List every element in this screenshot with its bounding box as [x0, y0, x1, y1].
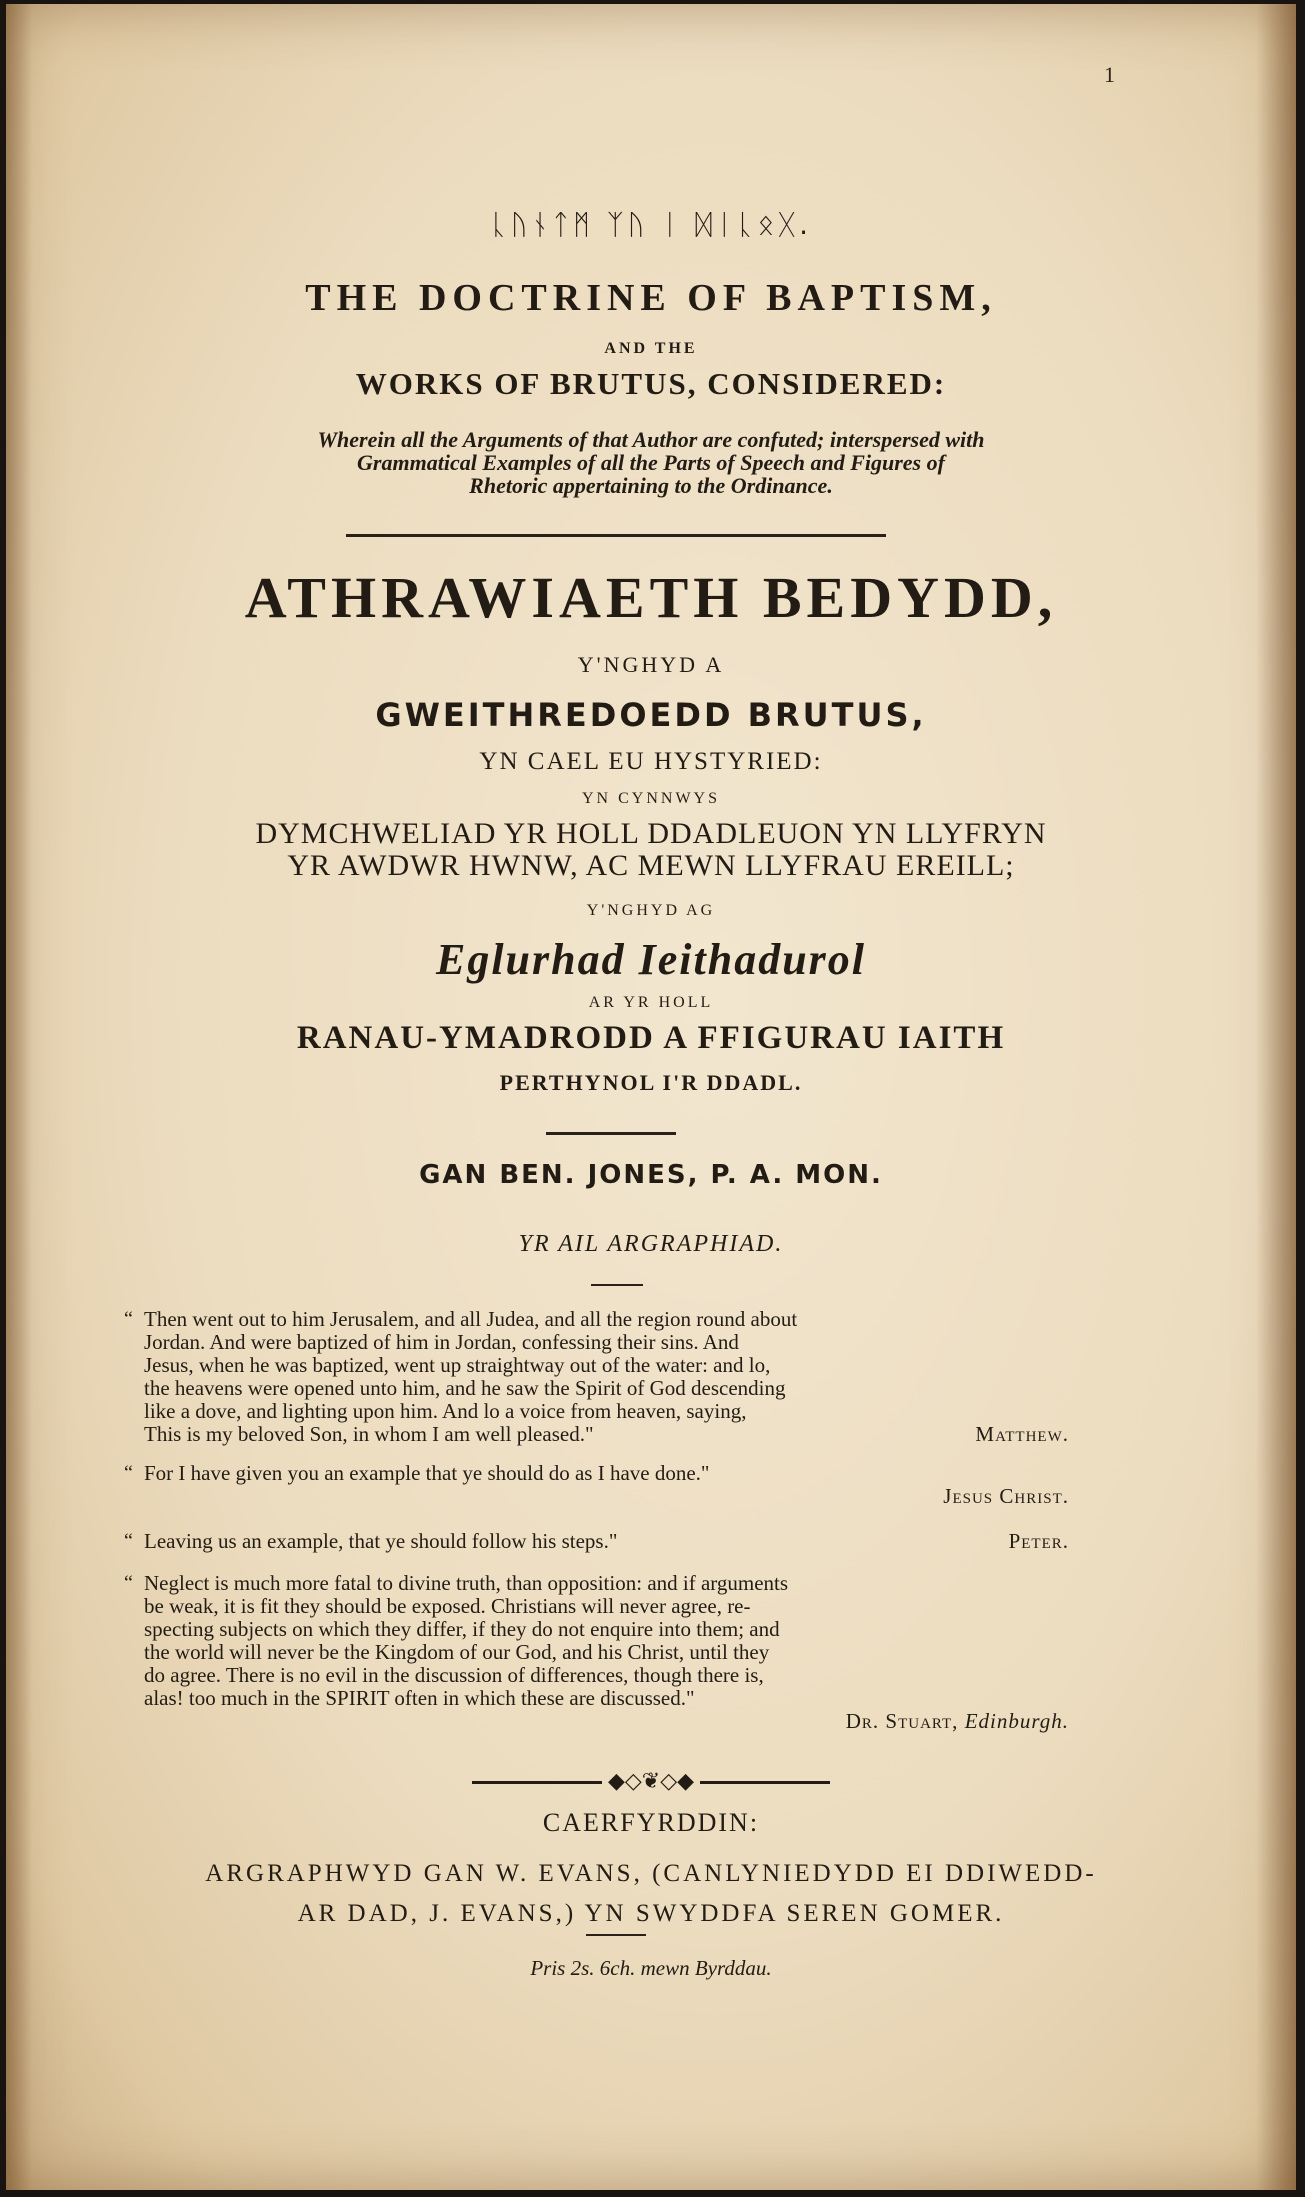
edition-line: YR AIL ARGRAPHIAD.	[518, 1231, 784, 1257]
quote-attribution: Matthew.	[975, 1422, 1069, 1446]
quote-line: Then went out to him Jerusalem, and all Judea, and all the region round about	[144, 1307, 798, 1331]
quote-line: the world will never be the Kingdom of our God, and his Christ, until they	[144, 1640, 770, 1664]
eglurhad-title: Eglurhad Ieithadurol	[435, 935, 867, 984]
ornament-line-left	[472, 1781, 602, 1784]
imprint-place: CAERFYRDDIN:	[542, 1808, 760, 1837]
yn-cael-label: YN CAEL EU HYSTYRIED:	[479, 748, 823, 775]
english-subtitle-line: Wherein all the Arguments of that Author are confuted; interspersed with	[317, 427, 985, 452]
ornament-divider	[6, 1768, 1296, 1794]
ornament-line-right	[700, 1781, 830, 1784]
attribution-name: Dr. Stuart,	[845, 1709, 959, 1733]
quote-line: specting subjects on which they differ, if they do not enquire into them; and	[144, 1617, 780, 1641]
english-subtitle-line: Rhetoric appertaining to the Ordinance.	[469, 473, 833, 498]
quote-matthew	[124, 1307, 1069, 1446]
quote-line: Jesus, when he was baptized, went up straightway out of the water: and lo,	[144, 1353, 771, 1377]
quote-line: Jordan. And were baptized of him in Jordan, confessing their sins. And	[144, 1330, 739, 1354]
printer-line: AR DAD, J. EVANS,) YN SWYDDFA SEREN GOMER.	[297, 1900, 1005, 1927]
quote-line: do agree. There is no evil in the discussion of differences, though there is,	[144, 1663, 764, 1687]
dymchweliad-line: YR AWDWR HWNW, AC MEWN LLYFRAU EREILL;	[287, 849, 1015, 882]
divider-rule	[591, 1284, 643, 1286]
english-title-2: WORKS OF BRUTUS, CONSIDERED:	[355, 366, 947, 401]
and-the-label: AND THE	[604, 340, 698, 357]
quote-mark: “	[124, 1572, 133, 1594]
quote-line: like a dove, and lighting upon him. And lo a voice from heaven, saying,	[144, 1399, 747, 1423]
printer-imprint	[6, 1854, 1296, 1934]
quote-line: This is my beloved Son, in whom I am well pleased."	[144, 1422, 594, 1446]
divider-rule	[586, 1934, 646, 1936]
dymchweliad-text	[6, 818, 1296, 882]
quote-line: Leaving us an example, that ye should follow his steps."	[144, 1529, 618, 1553]
quote-line: alas! too much in the SPIRIT often in which these are discussed."	[144, 1686, 695, 1710]
coelbren-heading: ᚳᚢᚾᛏᛗ ᛉᚢ ᛁ ᛞᛁᚳᛟᚷ.	[489, 208, 812, 241]
price-line: Pris 2s. 6ch. mewn Byrddau.	[530, 1956, 772, 1980]
divider-rule	[546, 1132, 676, 1135]
welsh-title: ATHRAWIAETH BEDYDD,	[244, 565, 1058, 630]
quote-stuart	[124, 1571, 1069, 1733]
quote-line: be weak, it is fit they should be exposed. Christians will never agree, re-	[144, 1594, 751, 1618]
english-title: THE DOCTRINE OF BAPTISM,	[305, 277, 997, 319]
english-subtitle-line: Grammatical Examples of all the Parts of Speech and Figures of	[357, 450, 945, 475]
title-page	[6, 4, 1296, 2190]
perthynol-label: PERTHYNOL I'R DDADL.	[499, 1070, 803, 1095]
dymchweliad-line: DYMCHWELIAD YR HOLL DDADLEUON YN LLYFRYN	[255, 817, 1047, 850]
printer-line: ARGRAPHWYD GAN W. EVANS, (CANLYNIEDYDD EI DDIWEDD-	[205, 1860, 1097, 1887]
ornament-icon: ◆◇❦◇◆	[607, 1768, 695, 1793]
quote-attribution	[144, 1710, 1069, 1733]
quote-jesus	[124, 1461, 1069, 1508]
quote-line: For I have given you an example that ye should do as I have done."	[144, 1461, 710, 1485]
gweithredoedd-title: GWEITHREDOEDD BRUTUS,	[375, 696, 927, 734]
quote-mark: “	[124, 1308, 133, 1330]
english-subtitle	[6, 428, 1296, 497]
quote-mark: “	[124, 1462, 133, 1484]
quote-attribution: Peter.	[1008, 1529, 1069, 1553]
quote-line: Neglect is much more fatal to divine truth, than opposition: and if arguments	[144, 1571, 789, 1595]
ar-yr-holl-label: AR YR HOLL	[588, 994, 714, 1011]
ranau-title: RANAU-YMADRODD A FFIGURAU IAITH	[296, 1020, 1006, 1056]
quote-line: the heavens were opened unto him, and he saw the Spirit of God descending	[144, 1376, 786, 1400]
author-line: GAN BEN. JONES, P. A. MON.	[419, 1160, 883, 1190]
quote-mark: “	[124, 1530, 133, 1552]
yn-cynnwys-label: YN CYNNWYS	[582, 790, 720, 807]
attribution-place: Edinburgh.	[964, 1709, 1069, 1733]
ynghyd-a-label: Y'NGHYD A	[577, 652, 725, 677]
page-number: 1	[1104, 62, 1115, 87]
quote-attribution: Jesus Christ.	[943, 1484, 1069, 1508]
divider-rule	[346, 534, 886, 537]
ynghyd-ag-label: Y'NGHYD AG	[586, 902, 716, 919]
quote-peter	[124, 1529, 1069, 1553]
